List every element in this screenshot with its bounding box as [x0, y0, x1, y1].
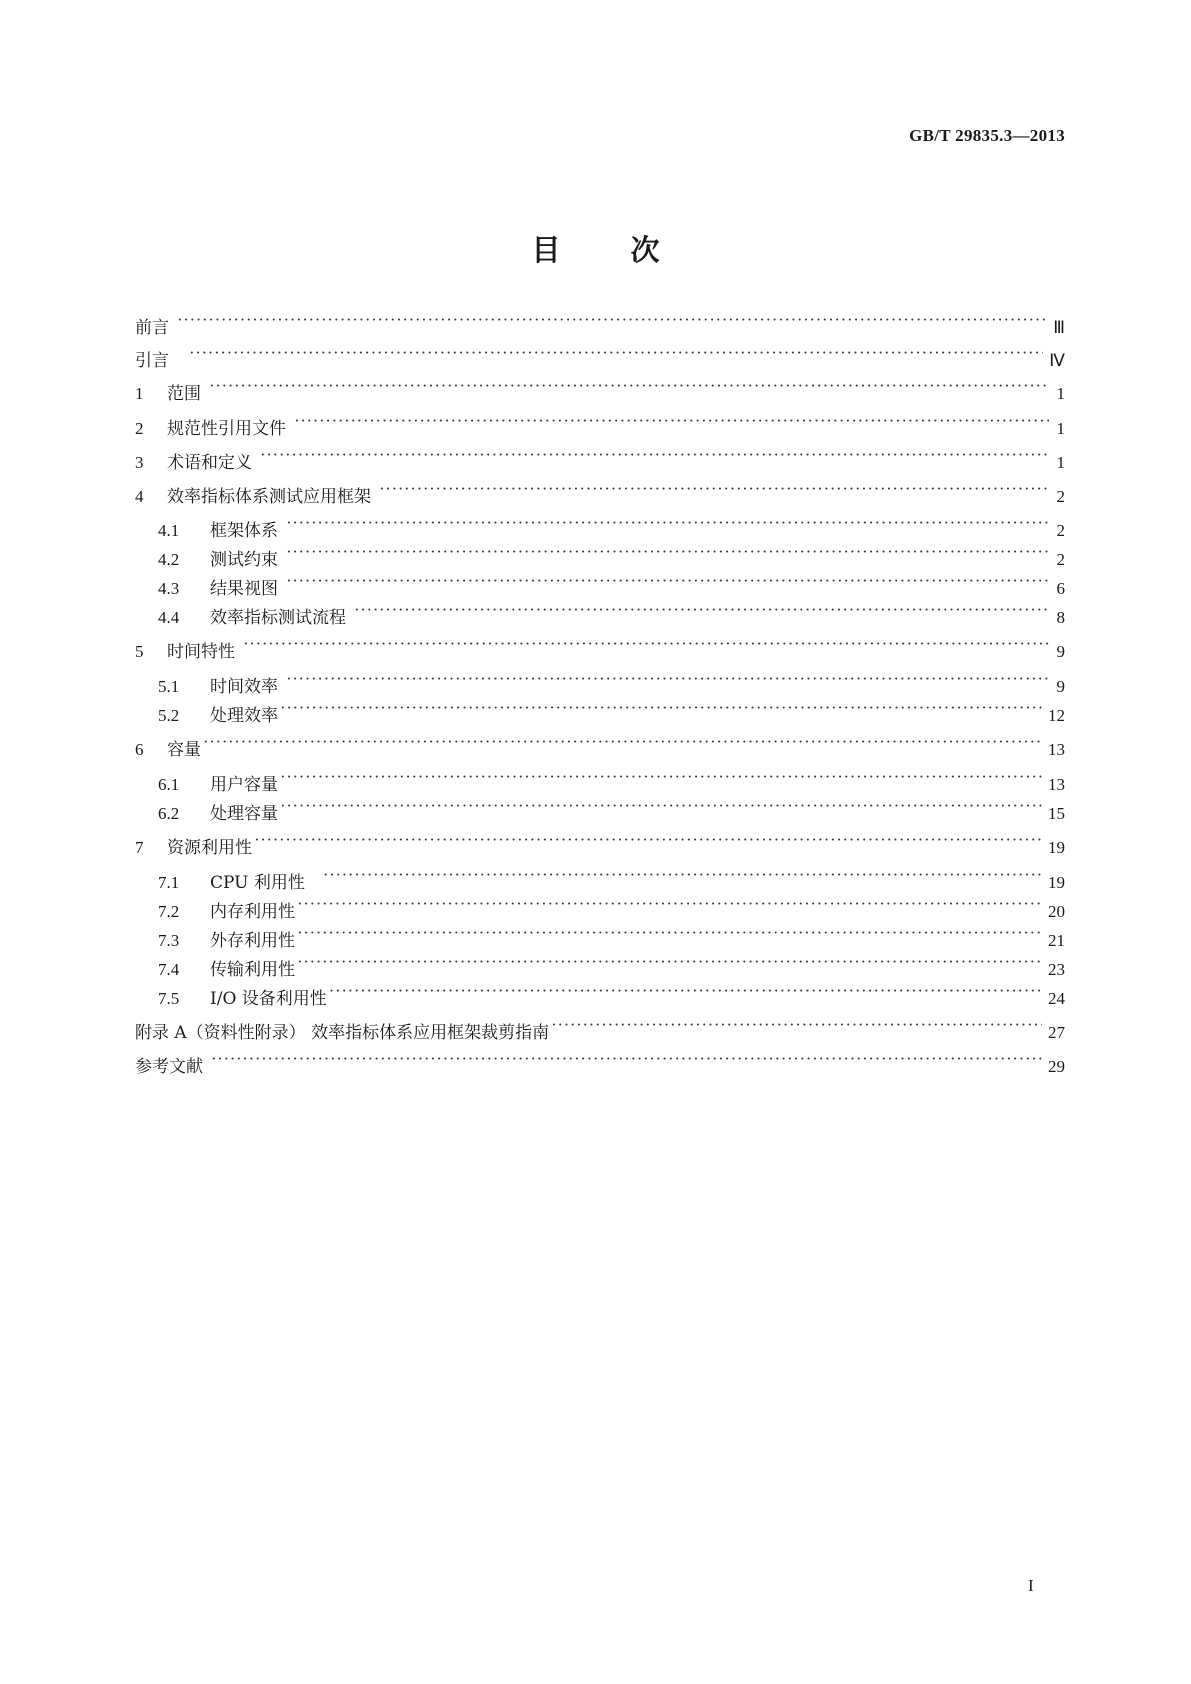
leader-dots — [211, 1046, 1042, 1072]
toc-entry-introduction[interactable] — [135, 340, 1065, 371]
leader-dots — [286, 568, 1049, 594]
toc-label: 处理效率 — [210, 706, 278, 726]
toc-page: 27 — [1048, 1023, 1065, 1042]
toc-number: 7.3 — [158, 931, 180, 950]
toc-entry-7[interactable] — [135, 827, 1065, 858]
toc-label: 时间特性 — [167, 642, 235, 662]
leader-dots — [243, 631, 1049, 657]
toc-entry-7-1[interactable] — [158, 862, 1065, 893]
toc-page: 21 — [1048, 931, 1065, 950]
toc-number: 7 — [135, 838, 144, 857]
toc-label: 结果视图 — [210, 579, 278, 599]
leader-dots — [286, 539, 1049, 565]
toc-page: Ⅲ — [1053, 318, 1065, 337]
toc-page: 23 — [1048, 960, 1065, 979]
leader-dots — [379, 476, 1049, 502]
toc-entry-4[interactable] — [135, 476, 1065, 507]
leader-dots — [189, 340, 1043, 366]
toc-entry-foreword[interactable] — [135, 307, 1065, 338]
leader-dots — [280, 764, 1042, 790]
toc-label: 术语和定义 — [167, 453, 252, 473]
toc-number: 4.1 — [158, 521, 180, 540]
toc-page: 6 — [1056, 579, 1065, 598]
toc-label: 规范性引用文件 — [167, 419, 286, 439]
page-number: I — [1028, 1576, 1034, 1595]
leader-dots — [280, 695, 1042, 721]
title-char-1: 目 — [531, 233, 561, 267]
toc-number: 2 — [135, 419, 144, 438]
leader-dots — [286, 510, 1049, 536]
toc-label: 范围 — [167, 384, 201, 404]
toc-page: 29 — [1048, 1057, 1065, 1076]
toc-label: 效率指标测试流程 — [210, 608, 346, 628]
toc-entry-7-2[interactable] — [158, 891, 1065, 922]
leader-dots — [329, 978, 1042, 1004]
toc-number: 6.1 — [158, 775, 180, 794]
leader-dots — [323, 862, 1042, 888]
toc-page: 19 — [1048, 838, 1065, 857]
toc-entry-3[interactable] — [135, 442, 1065, 473]
toc-label: 前言 — [135, 318, 169, 338]
toc-entry-4-3[interactable] — [158, 568, 1065, 599]
toc-page: 2 — [1056, 487, 1065, 506]
toc-entry-6-1[interactable] — [158, 764, 1065, 795]
toc-label: I/O 设备利用性 — [210, 989, 327, 1009]
toc-page: Ⅳ — [1049, 351, 1065, 370]
toc-page: 12 — [1048, 706, 1065, 725]
toc-entry-4-2[interactable] — [158, 539, 1065, 570]
toc-page: 2 — [1056, 550, 1065, 569]
leader-dots — [177, 307, 1047, 333]
toc-page: 20 — [1048, 902, 1065, 921]
toc-page: 24 — [1048, 989, 1065, 1008]
document-code: GB/T 29835.3—2013 — [909, 126, 1065, 145]
toc-page: 9 — [1056, 677, 1065, 696]
toc-label: 容量 — [167, 740, 201, 760]
toc-page: 1 — [1056, 419, 1065, 438]
toc-label: 附录 A（资料性附录） 效率指标体系应用框架裁剪指南 — [135, 1023, 550, 1043]
toc-number: 5.2 — [158, 706, 180, 725]
toc-label: 用户容量 — [210, 775, 278, 795]
toc-page: 8 — [1056, 608, 1065, 627]
toc-page: 15 — [1048, 804, 1065, 823]
toc-entry-5-2[interactable] — [158, 695, 1065, 726]
toc-number: 5.1 — [158, 677, 180, 696]
toc-number: 4.3 — [158, 579, 180, 598]
leader-dots — [286, 666, 1049, 692]
toc-entry-7-4[interactable] — [158, 949, 1065, 980]
toc-label: 参考文献 — [135, 1057, 203, 1077]
title-char-2: 次 — [630, 233, 660, 267]
toc-number: 6.2 — [158, 804, 180, 823]
toc-entry-5-1[interactable] — [158, 666, 1065, 697]
leader-dots — [209, 373, 1049, 399]
leader-dots — [260, 442, 1049, 468]
leader-dots — [280, 793, 1042, 819]
leader-dots — [354, 597, 1049, 623]
toc-label: 测试约束 — [210, 550, 278, 570]
toc-entry-bibliography[interactable] — [135, 1046, 1065, 1077]
toc-entry-1[interactable] — [135, 373, 1065, 404]
toc-entry-4-1[interactable] — [158, 510, 1065, 541]
toc-page: 1 — [1056, 453, 1065, 472]
leader-dots — [551, 1012, 1042, 1038]
toc-number: 3 — [135, 453, 144, 472]
toc-number: 4.2 — [158, 550, 180, 569]
toc-entry-2[interactable] — [135, 408, 1065, 439]
toc-number: 6 — [135, 740, 144, 759]
toc-entry-6-2[interactable] — [158, 793, 1065, 824]
leader-dots — [297, 949, 1042, 975]
leader-dots — [294, 408, 1049, 434]
toc-entry-7-5[interactable] — [158, 978, 1065, 1009]
toc-entry-appendix-a[interactable] — [135, 1012, 1065, 1043]
toc-label: 传输利用性 — [210, 960, 295, 980]
toc-entry-4-4[interactable] — [158, 597, 1065, 628]
leader-dots — [297, 920, 1042, 946]
toc-number: 4.4 — [158, 608, 180, 627]
toc-label: 资源利用性 — [167, 838, 252, 858]
toc-label: 效率指标体系测试应用框架 — [167, 487, 371, 507]
toc-label: 框架体系 — [210, 521, 278, 541]
page-title — [0, 228, 1191, 269]
toc-number: 1 — [135, 384, 144, 403]
toc-page: 19 — [1048, 873, 1065, 892]
toc-page: 2 — [1056, 521, 1065, 540]
toc-number: 7.1 — [158, 873, 180, 892]
toc-number: 5 — [135, 642, 144, 661]
toc-entry-7-3[interactable] — [158, 920, 1065, 951]
toc-number: 7.5 — [158, 989, 180, 1008]
leader-dots — [297, 891, 1042, 917]
toc-page: 13 — [1048, 775, 1065, 794]
toc-label: 内存利用性 — [210, 902, 295, 922]
toc-page: 9 — [1056, 642, 1065, 661]
toc-page: 1 — [1056, 384, 1065, 403]
toc-page: 13 — [1048, 740, 1065, 759]
toc-label: 引言 — [135, 351, 169, 371]
toc-number: 4 — [135, 487, 144, 506]
toc-entry-5[interactable] — [135, 631, 1065, 662]
toc-entry-6[interactable] — [135, 729, 1065, 760]
toc-label: CPU 利用性 — [210, 873, 305, 893]
leader-dots — [203, 729, 1042, 755]
toc-number: 7.2 — [158, 902, 180, 921]
leader-dots — [254, 827, 1042, 853]
toc-label: 时间效率 — [210, 677, 278, 697]
toc-label: 外存利用性 — [210, 931, 295, 951]
toc-number: 7.4 — [158, 960, 180, 979]
toc-label: 处理容量 — [210, 804, 278, 824]
